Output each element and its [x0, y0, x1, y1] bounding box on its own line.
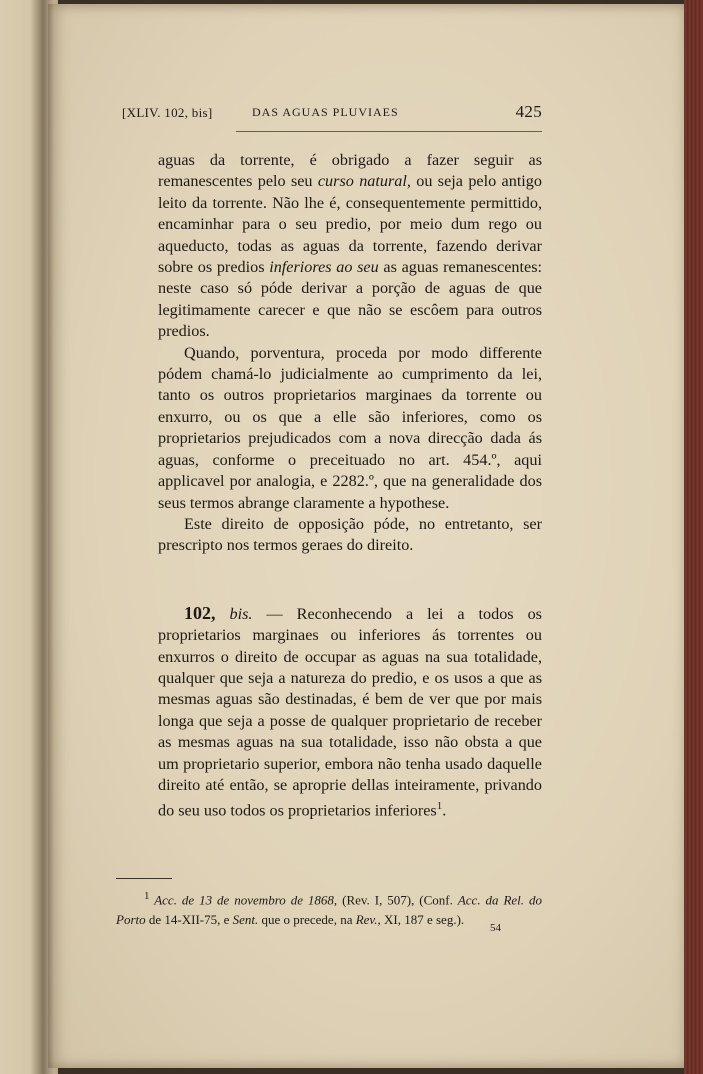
book-gutter: [30, 0, 54, 1074]
paragraph-3: Este direito de opposição póde, no entretanto, ser prescripto nos termos geraes do direito.: [158, 514, 542, 555]
header-rule: [236, 131, 542, 132]
book-cover-edge: [684, 0, 703, 1074]
footnote-reference: 1: [436, 800, 443, 813]
paragraph-1: aguas da torrente, é obrigado a fazer seguir as remanescentes pelo seu curso natural, ou seja pelo antigo leito da torrente. Não lhe é, consequentemente permittido, encaminhar para o seu predio, por meio dum rego ou aqueducto, todas as aguas da torrente, fazendo derivar sobre os predios inferiores ao seu as aguas remanescentes: neste caso só póde derivar a porção de aguas de que legitimamente carecer e que não se escôem para outros predios.: [158, 151, 542, 341]
footnote-marker: 1: [144, 890, 150, 902]
paragraph-2: Quando, porventura, proceda por modo differente pódem chamá-lo judicialmente ao cumprimento da lei, tanto os outros proprietarios marginaes da torrente ou enxurro, ou os que a elle são inferiores, como os proprietarios prejudicados com a nova direcção dada ás aguas, conforme o preceituado no art. 454.º, aqui applicavel por analogia, e 2282.º, que na generalidade dos seus termos abrange claramente a hypothese.: [158, 343, 542, 512]
page-number: 425: [515, 102, 542, 121]
section-102-bis: 102, bis. — Reconhecendo a lei a todos os proprietarios marginaes ou inferiores ás torrentes ou enxurros o direito de occupar as aguas na sua totalidade, qualquer que seja a natureza do predio, e os usos a que as mesmas aguas são destinadas, é bem de ver que por mais longa que seja a posse de qualquer proprietario de receber as mesmas aguas na sua totalidade, isso não obsta a que um proprietario superior, embora não tenha usado daquelle direito até então, se aproprie dellas inteiramente, privando do seu uso todos os proprietarios inferiores$^1$.: [158, 602, 542, 820]
body-text: [158, 150, 542, 822]
section-number: 102,: [184, 602, 216, 623]
header-title: DAS AGUAS PLUVIAES: [252, 105, 399, 119]
footnote-rule: [116, 878, 172, 879]
footnote: $^1$ Acc. de 13 de novembro de 1868, (Rev. I, 507), (Conf. Acc. da Rel. do Porto de 14-XII-75, e Sent. que o precede, na Rev., XI, 187 e seg.).: [116, 890, 542, 928]
running-header: [122, 102, 542, 125]
printer-signature-mark: 54: [490, 922, 501, 934]
header-section-ref: [XLIV. 102, bis]: [122, 105, 213, 120]
section-bis: bis.: [215, 604, 253, 623]
